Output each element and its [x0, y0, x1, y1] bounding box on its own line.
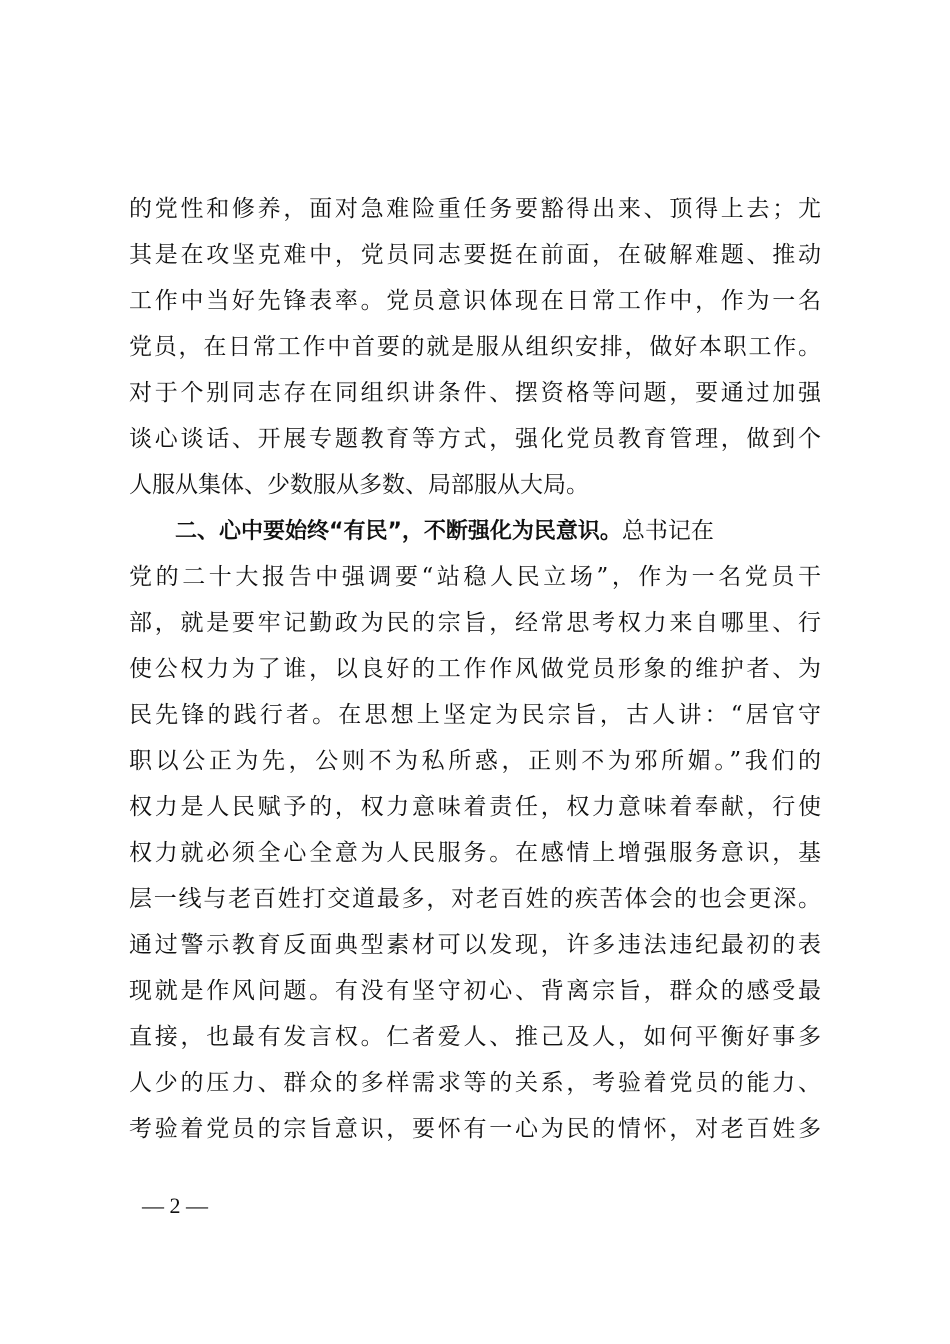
- paragraph-2-first-line: [129, 508, 821, 554]
- text-line: 人少的压力、群众的多样需求等的关系，考验着党员的能力、: [129, 1070, 821, 1096]
- text-line: 职以公正为先，公则不为私所惑，正则不为邪所媚。”我们的: [129, 748, 821, 774]
- text-line: 部，就是要牢记勤政为民的宗旨，经常思考权力来自哪里、行: [129, 610, 821, 636]
- heading-tail-text: 总书记在: [621, 518, 714, 544]
- text-line: 权力是人民赋予的，权力意味着责任，权力意味着奉献，行使: [129, 794, 821, 820]
- text-line: 权力就必须全心全意为人民服务。在感情上增强服务意识，基: [129, 840, 821, 866]
- paragraph-1: [129, 186, 821, 508]
- page-number: — 2 —: [142, 1193, 208, 1218]
- text-line: 对于个别同志存在同组织讲条件、摆资格等问题，要通过加强: [129, 380, 821, 406]
- paragraph-2: [129, 508, 821, 1152]
- text-line: 直接，也最有发言权。仁者爱人、推己及人，如何平衡好事多: [129, 1024, 821, 1050]
- text-line: 考验着党员的宗旨意识，要怀有一心为民的情怀，对老百姓多: [129, 1116, 821, 1142]
- body-text: [129, 186, 821, 1152]
- text-line: 通过警示教育反面典型素材可以发现，许多违法违纪最初的表: [129, 932, 821, 958]
- text-line: 党的二十大报告中强调要“站稳人民立场”，作为一名党员干: [129, 564, 821, 590]
- section-heading: 二、心中要始终“有民”，不断强化为民意识。: [175, 519, 622, 544]
- text-line: 其是在攻坚克难中，党员同志要挺在前面，在破解难题、推动: [129, 242, 821, 268]
- text-line: 的党性和修养，面对急难险重任务要豁得出来、顶得上去；尤: [129, 196, 821, 222]
- text-line: 党员，在日常工作中首要的就是服从组织安排，做好本职工作。: [129, 334, 821, 360]
- text-line: 民先锋的践行者。在思想上坚定为民宗旨，古人讲：“居官守: [129, 702, 821, 728]
- text-line: 使公权力为了谁，以良好的工作作风做党员形象的维护者、为: [129, 656, 821, 682]
- text-line: 谈心谈话、开展专题教育等方式，强化党员教育管理，做到个: [129, 426, 821, 452]
- text-line: 工作中当好先锋表率。党员意识体现在日常工作中，作为一名: [129, 288, 821, 314]
- text-line: 层一线与老百姓打交道最多，对老百姓的疾苦体会的也会更深。: [129, 886, 821, 912]
- text-line: 人服从集体、少数服从多数、局部服从大局。: [129, 472, 589, 498]
- text-line: 现就是作风问题。有没有坚守初心、背离宗旨，群众的感受最: [129, 978, 821, 1004]
